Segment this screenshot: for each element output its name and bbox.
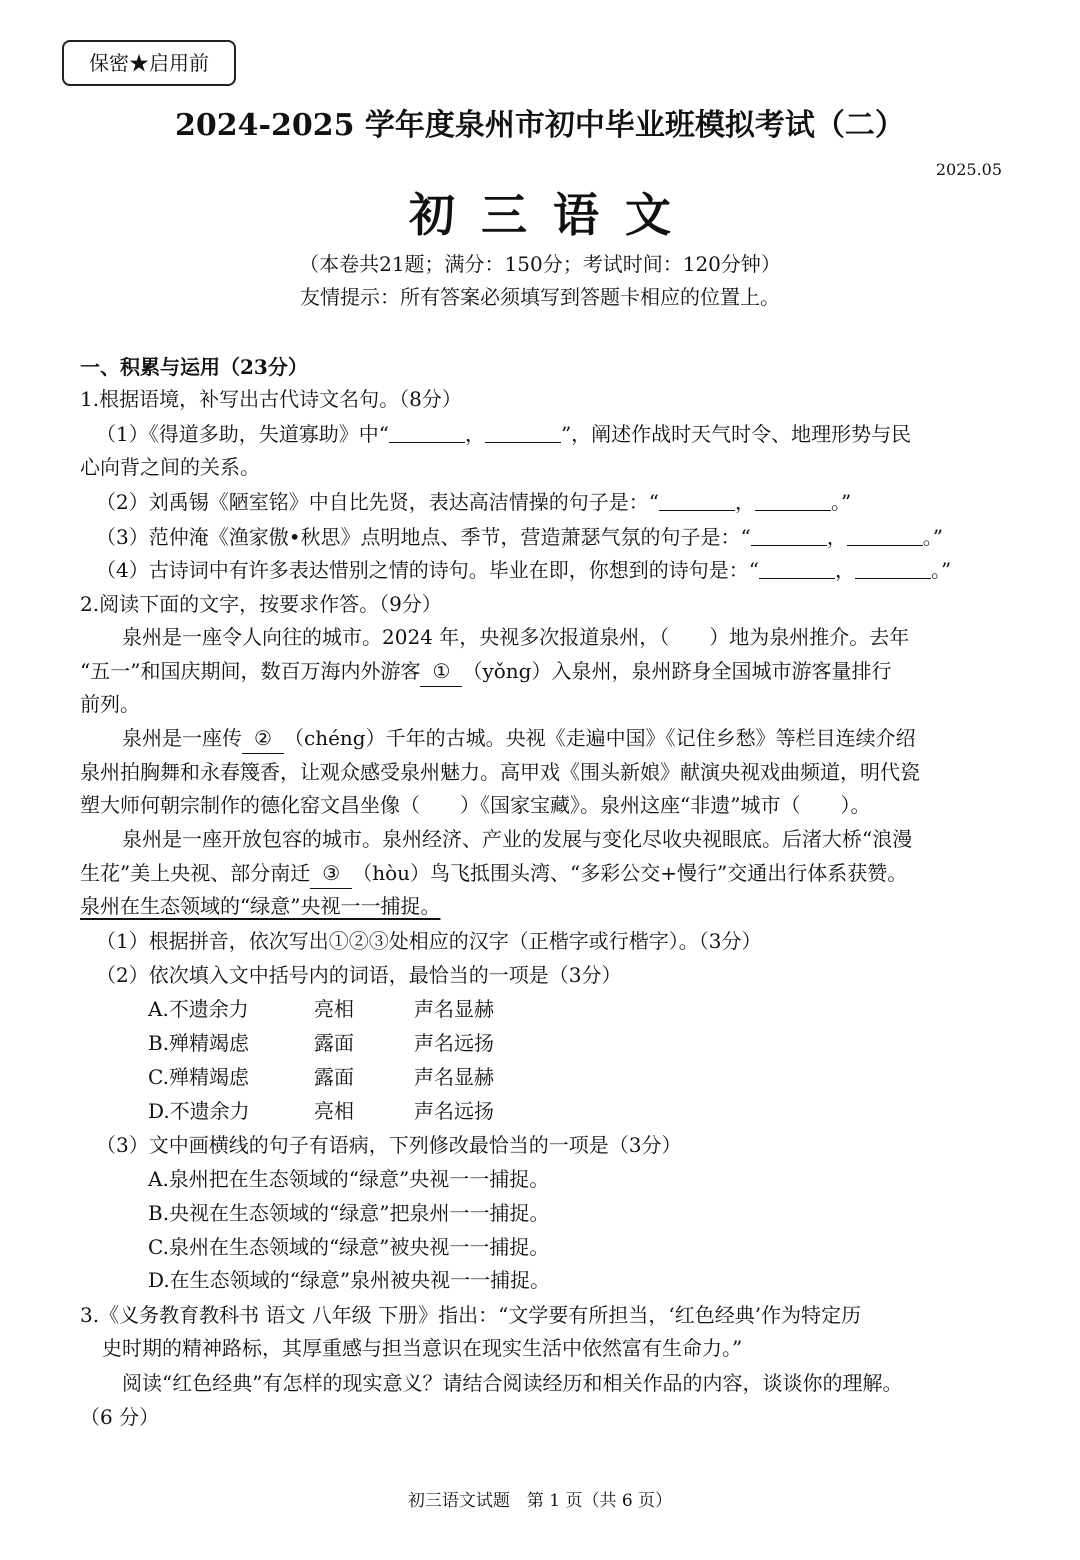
exam-title: 2024-2025 学年度泉州市初中毕业班模拟考试（二） <box>175 108 905 143</box>
fill-mark-1[interactable]: ① <box>420 656 462 687</box>
fill-mark-2[interactable]: ② <box>242 723 284 754</box>
option-a-word-3: 声名显赫 <box>414 997 494 1021</box>
text: （3）范仲淹《渔家傲•秋思》点明地点、季节，营造萧瑟气氛的句子是：“ <box>96 525 751 549</box>
answer-blank[interactable] <box>485 422 561 443</box>
text: ”，阐述作战时天气时令、地理形势与民 <box>560 422 912 446</box>
question-3-line: 史时期的精神路标，其厚重感与担当意识在现实生活中依然富有生命力。” <box>102 1336 743 1360</box>
exam-date: 2025.05 <box>935 160 1002 179</box>
question-3-line: 3.《义务教育教科书 语文 八年级 下册》指出：“文学要有所担当，‘红色经典’作为特定历 <box>80 1303 862 1327</box>
text: ， <box>734 490 755 514</box>
passage-line: 前列。 <box>80 692 140 716</box>
passage-line <box>122 723 916 754</box>
option-a-word-2: 亮相 <box>314 997 354 1021</box>
option-a[interactable]: A.泉州把在生态领域的“绿意”央视一一捕捉。 <box>148 1167 550 1191</box>
answer-blank[interactable] <box>755 490 831 511</box>
question-2-sub-3: （3）文中画横线的句子有语病，下列修改最恰当的一项是（3分） <box>96 1133 682 1157</box>
question-2-sub-2: （2）依次填入文中括号内的词语，最恰当的一项是（3分） <box>96 963 622 987</box>
option-d[interactable]: D.不遗余力 <box>148 1099 250 1123</box>
question-1-part-1-cont: 心向背之间的关系。 <box>80 455 260 479</box>
question-3-line: （6 分） <box>80 1405 160 1429</box>
answer-blank[interactable] <box>659 490 735 511</box>
passage-line: 泉州拍胸舞和永春篾香，让观众感受泉州魅力。高甲戏《围头新娘》献演央视戏曲频道，明代瓷 <box>80 760 920 784</box>
text: 。” <box>922 525 943 549</box>
option-c-word-3: 声名显赫 <box>414 1065 494 1089</box>
question-1-part-3 <box>96 522 943 552</box>
passage-line: 泉州是一座开放包容的城市。泉州经济、产业的发展与变化尽收央视眼底。后渚大桥“浪漫 <box>122 827 913 851</box>
option-c-word-2: 露面 <box>314 1065 354 1089</box>
option-d-word-2: 亮相 <box>314 1099 354 1123</box>
underlined-sentence: 泉州在生态领域的“绿意”央视一一捕捉。 <box>80 894 441 918</box>
passage-line: 塑大师何朝宗制作的德化窑文昌坐像（ ）《国家宝藏》。泉州这座“非遗”城市（ ）。 <box>80 793 871 817</box>
option-a[interactable]: A.不遗余力 <box>148 997 249 1021</box>
answer-blank[interactable] <box>847 525 923 546</box>
section-heading: 一、积累与运用（23分） <box>80 355 308 379</box>
text: ， <box>826 525 847 549</box>
answer-blank[interactable] <box>389 422 465 443</box>
answer-blank[interactable] <box>751 525 827 546</box>
passage-line <box>80 858 907 889</box>
option-c[interactable]: C.殚精竭虑 <box>148 1065 249 1089</box>
question-1-part-1 <box>96 419 911 449</box>
passage-line: 泉州是一座令人向往的城市。2024 年，央视多次报道泉州，（ ）地为泉州推介。去年 <box>122 625 910 649</box>
question-3-line: 阅读“红色经典”有怎样的现实意义？请结合阅读经历和相关作品的内容，谈谈你的理解。 <box>122 1371 903 1395</box>
text: 生花”美上央视、部分南迁 <box>80 861 311 885</box>
page-footer: 初三语文试题 第 1 页（共 6 页） <box>407 1491 673 1511</box>
passage-line <box>80 656 891 687</box>
text: ， <box>834 558 855 582</box>
subject-title: 初三语文 <box>409 188 697 242</box>
text: （chéng）千年的古城。央视《走遍中国》《记住乡愁》等栏目连续介绍 <box>284 726 916 750</box>
answer-blank[interactable] <box>855 558 931 579</box>
option-b[interactable]: B.殚精竭虑 <box>148 1031 250 1055</box>
question-1-part-4 <box>96 555 951 585</box>
option-d[interactable]: D.在生态领域的“绿意”泉州被央视一一捕捉。 <box>148 1268 551 1292</box>
exam-info: （本卷共21题；满分：150分；考试时间：120分钟） <box>299 252 781 276</box>
question-1-part-2 <box>96 487 851 517</box>
text: 。” <box>930 558 952 582</box>
answer-blank[interactable] <box>759 558 835 579</box>
text: “五一”和国庆期间，数百万海内外游客 <box>80 659 421 683</box>
option-b-word-3: 声名远扬 <box>414 1031 494 1055</box>
text: （4）古诗词中有许多表达惜别之情的诗句。毕业在即，你想到的诗句是：“ <box>96 558 759 582</box>
option-d-word-3: 声名远扬 <box>414 1099 494 1123</box>
confidential-badge: 保密★启用前 <box>62 40 236 86</box>
option-c[interactable]: C.泉州在生态领域的“绿意”被央视一一捕捉。 <box>148 1235 550 1259</box>
question-1-stem: 1.根据语境，补写出古代诗文名句。（8分） <box>80 387 462 411</box>
text: 泉州是一座传 <box>122 726 242 750</box>
fill-mark-3[interactable]: ③ <box>310 858 352 889</box>
text: ， <box>464 422 485 446</box>
text: （1）《得道多助，失道寡助》中“ <box>96 422 389 446</box>
text: （hòu）鸟飞抵围头湾、“多彩公交+慢行”交通出行体系获赞。 <box>352 861 908 885</box>
text: （yǒng）入泉州，泉州跻身全国城市游客量排行 <box>462 659 892 683</box>
text: 。” <box>830 490 852 514</box>
exam-tip: 友情提示：所有答案必须填写到答题卡相应的位置上。 <box>300 285 780 309</box>
option-b-word-2: 露面 <box>314 1031 354 1055</box>
question-2-stem: 2.阅读下面的文字，按要求作答。（9分） <box>80 592 442 616</box>
question-2-sub-1: （1）根据拼音，依次写出①②③处相应的汉字（正楷字或行楷字）。（3分） <box>96 929 762 953</box>
text: （2）刘禹锡《陋室铭》中自比先贤，表达高洁情操的句子是：“ <box>96 490 659 514</box>
option-b[interactable]: B.央视在生态领域的“绿意”把泉州一一捕捉。 <box>148 1201 550 1225</box>
